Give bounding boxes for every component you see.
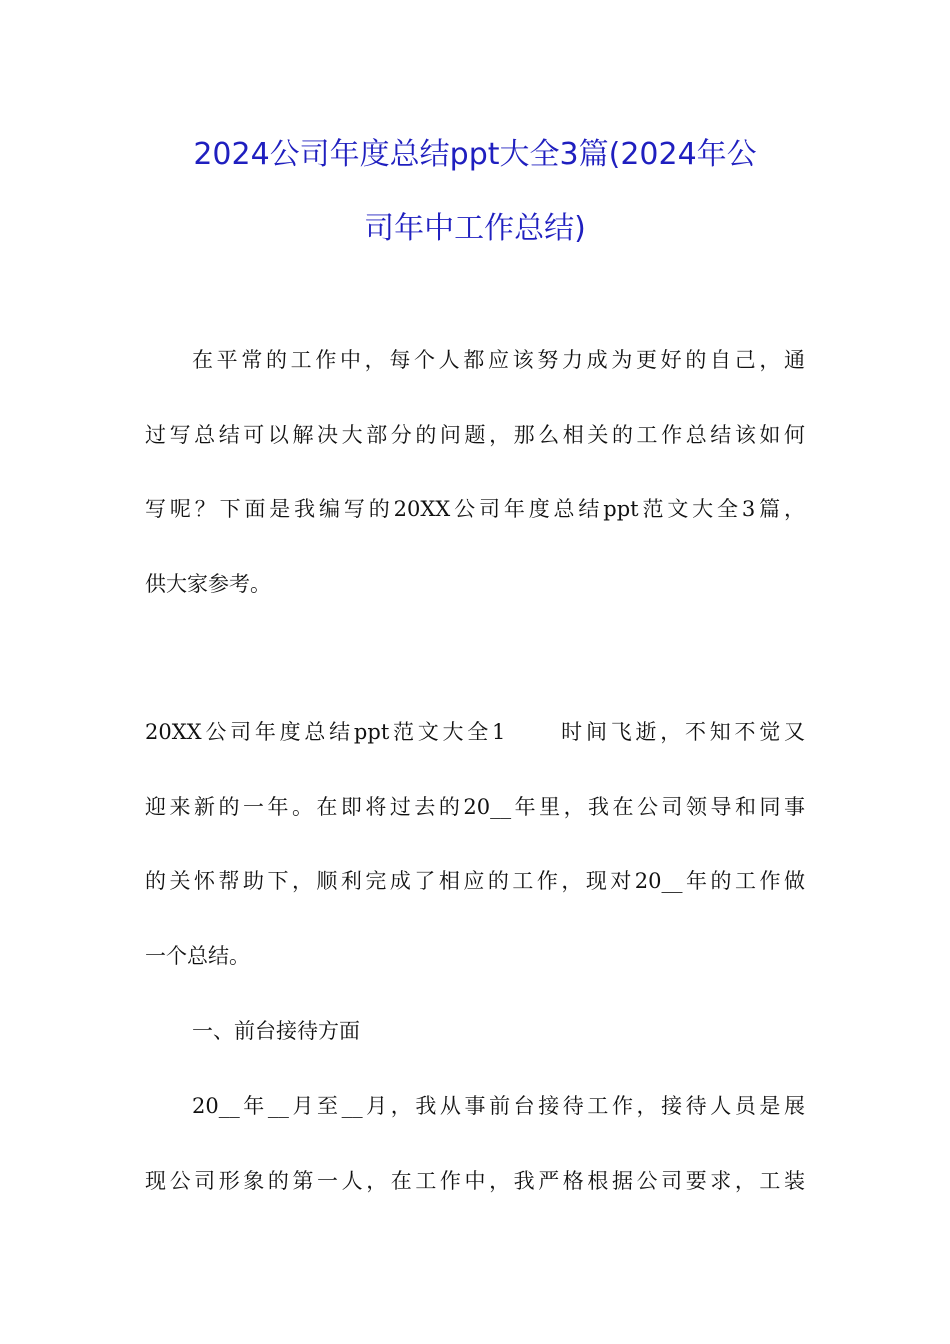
document-title	[140, 118, 810, 266]
title-line-1: 2024公司年度总结ppt大全3篇(2024年公	[193, 137, 757, 172]
section-1-line-4: 一个总结。	[145, 943, 250, 968]
title-line-2: 司年中工作总结)	[364, 211, 586, 246]
reception-paragraph	[145, 1069, 805, 1218]
reception-line-1: 20__年__月至__月，我从事前台接待工作，接待人员是展	[192, 1094, 805, 1118]
subheading-block	[145, 994, 805, 1069]
intro-paragraph	[145, 323, 805, 621]
section-1-line-2: 迎来新的一年。在即将过去的20__年里，我在公司领导和同事	[145, 794, 805, 819]
intro-line-3: 写呢？下面是我编写的20XX公司年度总结ppt范文大全3篇，	[145, 497, 805, 522]
section-1-paragraph	[145, 695, 805, 993]
section-heading: 20XX公司年度总结ppt范文大全1	[145, 720, 506, 744]
intro-line-2: 过写总结可以解决大部分的问题，那么相关的工作总结该如何	[145, 422, 805, 447]
intro-line-1: 在平常的工作中，每个人都应该努力成为更好的自己，通	[192, 348, 805, 372]
reception-line-2: 现公司形象的第一人，在工作中，我严格根据公司要求，工装	[145, 1168, 805, 1193]
section-1-first-line	[145, 695, 805, 770]
section-1-line-3: 的关怀帮助下，顺利完成了相应的工作，现对20__年的工作做	[145, 869, 805, 894]
section-lead: 时间飞逝，不知不觉又	[557, 720, 806, 744]
intro-line-4: 供大家参考。	[145, 571, 271, 596]
subheading: 一、前台接待方面	[192, 1019, 360, 1043]
